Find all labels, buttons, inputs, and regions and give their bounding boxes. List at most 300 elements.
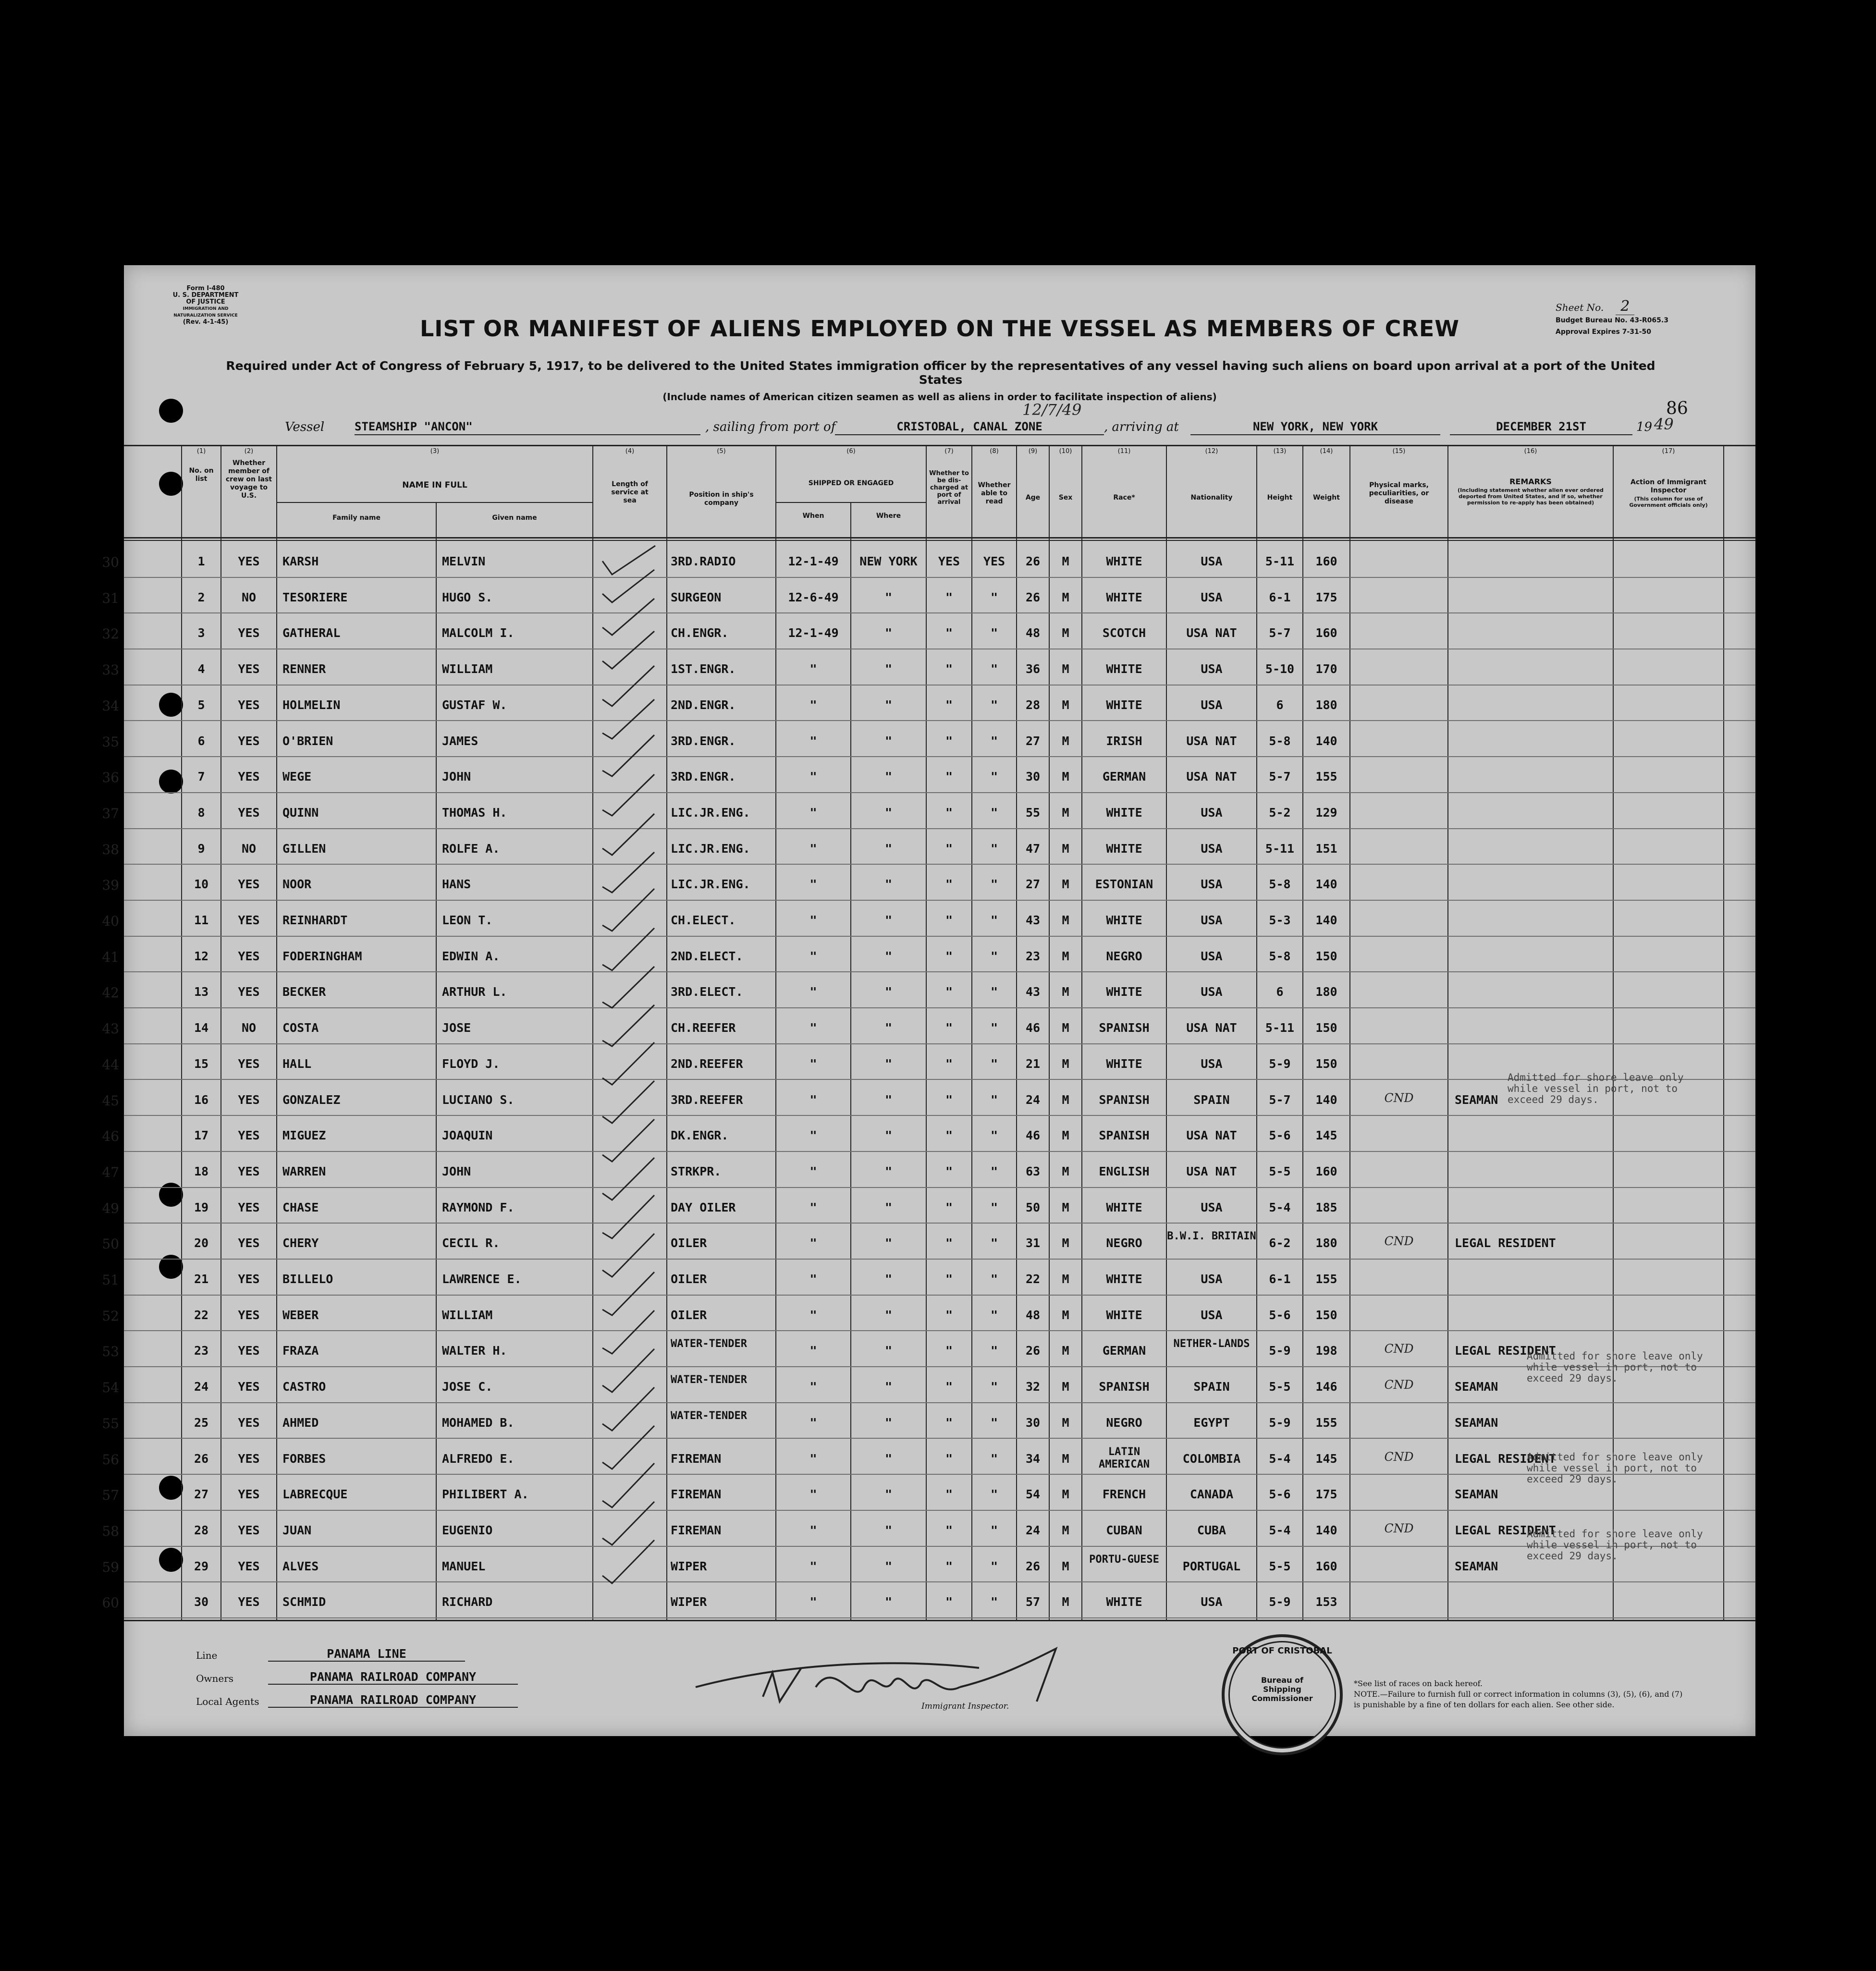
margin-line-number: 57	[102, 1487, 119, 1504]
cell-disch: "	[945, 770, 953, 784]
cell-prev: YES	[238, 1092, 260, 1107]
cell-height: 5-9	[1269, 1056, 1291, 1071]
cell-age: 22	[1025, 1272, 1041, 1286]
port-seal	[1222, 1634, 1343, 1755]
cell-prev: YES	[238, 734, 260, 748]
cell-disch: "	[945, 1308, 953, 1322]
cell-family: CASTRO	[282, 1380, 326, 1394]
cell-nat: USA	[1201, 1308, 1223, 1322]
row-rule	[124, 1007, 1755, 1008]
cell-age: 43	[1025, 985, 1041, 999]
cell-age: 26	[1025, 590, 1041, 604]
cell-race: WHITE	[1106, 1595, 1142, 1609]
margin-line-number: 49	[102, 1200, 119, 1216]
arrival-year: 49	[1654, 415, 1674, 433]
cell-weight: 140	[1315, 1523, 1337, 1537]
cell-family: BECKER	[282, 985, 326, 999]
cell-height: 5-9	[1269, 1344, 1291, 1358]
cell-read: "	[990, 949, 998, 963]
cell-remarks: SEAMAN	[1455, 1380, 1498, 1394]
cell-marks: CND	[1384, 1342, 1414, 1356]
cell-position: STRKPR.	[671, 1164, 722, 1178]
cell-disch: "	[945, 949, 953, 963]
cell-race: SPANISH	[1099, 1021, 1150, 1035]
cell-no: 14	[194, 1021, 209, 1035]
line-label: Line	[196, 1650, 218, 1661]
table-row	[102, 1194, 1755, 1230]
cell-position: LIC.JR.ENG.	[671, 841, 750, 856]
row-rule	[124, 1043, 1755, 1044]
header-age: Age	[1025, 494, 1041, 502]
cell-nat: USA NAT	[1186, 1128, 1237, 1143]
table-row	[102, 619, 1755, 655]
cell-where: "	[884, 1200, 893, 1214]
cell-no: 7	[197, 770, 205, 784]
cell-read: "	[990, 662, 998, 676]
cell-weight: 180	[1315, 1236, 1337, 1250]
cell-no: 5	[197, 698, 205, 712]
cell-nat: CANADA	[1189, 1487, 1234, 1502]
year-prefix: 19	[1636, 420, 1653, 434]
cell-height: 5-9	[1269, 1415, 1291, 1430]
cell-when: "	[809, 985, 817, 999]
margin-line-number: 46	[102, 1128, 119, 1145]
cell-race: ESTONIAN	[1095, 877, 1153, 892]
cell-weight: 198	[1315, 1344, 1337, 1358]
cell-family: MIGUEZ	[282, 1128, 326, 1143]
cell-remarks: LEGAL RESIDENT	[1455, 1344, 1556, 1358]
cell-disch: "	[945, 1559, 953, 1573]
margin-line-number: 32	[102, 626, 119, 642]
col-num-5: (5)	[717, 448, 726, 455]
cell-when: "	[809, 805, 817, 820]
cell-given: THOMAS H.	[442, 805, 507, 820]
cell-sex: M	[1062, 770, 1069, 784]
table-row	[102, 763, 1755, 799]
cell-disch: "	[945, 1056, 953, 1071]
row-rule	[124, 1223, 1755, 1224]
cell-family: FODERINGHAM	[282, 949, 362, 963]
cell-no: 15	[194, 1056, 209, 1071]
row-rule	[124, 1151, 1755, 1152]
col-num-13: (13)	[1273, 448, 1287, 455]
cell-position: FIREMAN	[671, 1451, 722, 1466]
cell-prev: NO	[241, 1021, 257, 1035]
stamp-line: Admitted for shore leave only	[1527, 1451, 1703, 1463]
header-length-of-service: Length of service at sea	[611, 480, 649, 504]
margin-line-number: 47	[102, 1164, 119, 1180]
cell-read: "	[990, 590, 998, 604]
agents-label: Local Agents	[196, 1696, 259, 1707]
cell-sex: M	[1062, 1056, 1069, 1071]
cell-sex: M	[1062, 1021, 1069, 1035]
cell-height: 6	[1276, 698, 1284, 712]
col-num-9: (9)	[1028, 448, 1038, 455]
cell-weight: 151	[1315, 841, 1337, 856]
cell-weight: 170	[1315, 662, 1337, 676]
inspector-label: Immigrant Inspector.	[921, 1702, 1009, 1711]
form-service: IMMIGRATION AND NATURALIZATION SERVICE	[173, 306, 238, 318]
cell-read: "	[990, 734, 998, 748]
margin-line-number: 37	[102, 805, 119, 821]
cell-where: NEW YORK	[859, 554, 918, 568]
cell-age: 27	[1025, 734, 1041, 748]
cell-weight: 150	[1315, 949, 1337, 963]
cell-weight: 140	[1315, 734, 1337, 748]
cell-sex: M	[1062, 805, 1069, 820]
cell-weight: 145	[1315, 1451, 1337, 1466]
form-revision: (Rev. 4-1-45)	[183, 318, 229, 326]
cell-height: 5-3	[1269, 913, 1291, 927]
shore-leave-stamp	[1527, 1351, 1703, 1384]
cell-remarks: SEAMAN	[1455, 1092, 1498, 1107]
cell-read: "	[990, 1380, 998, 1394]
cell-position: 2ND.REEFER	[671, 1056, 743, 1071]
cell-when: "	[809, 877, 817, 892]
cell-sex: M	[1062, 1559, 1069, 1573]
margin-line-number: 34	[102, 698, 119, 714]
cell-disch: "	[945, 1021, 953, 1035]
col-num-2: (2)	[244, 448, 254, 455]
margin-line-number: 50	[102, 1236, 119, 1252]
cell-where: "	[884, 662, 893, 676]
cell-read: "	[990, 1092, 998, 1107]
cell-given: JOSE	[442, 1021, 471, 1035]
cell-disch: "	[945, 805, 953, 820]
cell-weight: 150	[1315, 1021, 1337, 1035]
approval-expires: Approval Expires 7-31-50	[1556, 328, 1651, 336]
cell-race: WHITE	[1106, 1308, 1142, 1322]
cell-height: 6-1	[1269, 1272, 1291, 1286]
cell-disch: YES	[938, 554, 960, 568]
margin-line-number: 53	[102, 1344, 119, 1360]
cell-position: CH.ELECT.	[671, 913, 736, 927]
cell-where: "	[884, 1308, 893, 1322]
document-title: LIST OR MANIFEST OF ALIENS EMPLOYED ON THE VESSEL AS MEMBERS OF CREW	[419, 316, 1459, 342]
cell-given: ALFREDO E.	[442, 1451, 515, 1466]
table-row	[102, 1550, 1755, 1589]
cell-disch: "	[945, 841, 953, 856]
cell-disch: "	[945, 1092, 953, 1107]
shore-leave-stamp	[1527, 1452, 1703, 1485]
row-rule	[124, 1438, 1755, 1439]
cell-height: 5-7	[1269, 626, 1291, 640]
cell-when: "	[809, 1451, 817, 1466]
cell-nat: B.W.I. BRITAIN	[1167, 1230, 1256, 1243]
cell-nat: SPAIN	[1193, 1380, 1230, 1394]
cell-prev: YES	[238, 985, 260, 999]
cell-nat: PORTUGAL	[1182, 1559, 1241, 1573]
cell-read: "	[990, 1236, 998, 1250]
table-row	[102, 1122, 1755, 1158]
cell-weight: 185	[1315, 1200, 1337, 1214]
cell-where: "	[884, 1380, 893, 1394]
cell-weight: 155	[1315, 770, 1337, 784]
table-row	[102, 799, 1755, 835]
cell-height: 5-6	[1269, 1128, 1291, 1143]
cell-prev: YES	[238, 1164, 260, 1178]
cell-height: 5-5	[1269, 1164, 1291, 1178]
cell-disch: "	[945, 913, 953, 927]
cell-weight: 140	[1315, 913, 1337, 927]
cell-family: REINHARDT	[282, 913, 348, 927]
stamp-line: exceed 29 days.	[1508, 1094, 1599, 1105]
cell-age: 43	[1025, 913, 1041, 927]
cell-height: 6-2	[1269, 1236, 1291, 1250]
header-given-name: Given name	[492, 514, 537, 522]
row-rule	[124, 864, 1755, 865]
cell-read: "	[990, 1523, 998, 1537]
cell-when: "	[809, 1595, 817, 1609]
cell-no: 6	[197, 734, 205, 748]
cell-age: 34	[1025, 1451, 1041, 1466]
cell-where: "	[884, 913, 893, 927]
table-row	[102, 655, 1755, 691]
cell-family: HALL	[282, 1056, 312, 1071]
cell-age: 27	[1025, 877, 1041, 892]
cell-when: "	[809, 1559, 817, 1573]
cell-age: 26	[1025, 1344, 1041, 1358]
col-num-6: (6)	[846, 448, 856, 455]
cell-position: 3RD.ELECT.	[671, 985, 743, 999]
cell-age: 24	[1025, 1092, 1041, 1107]
owners-value: PANAMA RAILROAD COMPANY	[268, 1670, 518, 1685]
row-rule	[124, 971, 1755, 972]
cell-where: "	[884, 877, 893, 892]
cell-prev: YES	[238, 877, 260, 892]
cell-prev: YES	[238, 1523, 260, 1537]
margin-line-number: 41	[102, 949, 119, 965]
cell-no: 23	[194, 1344, 209, 1358]
row-rule	[124, 1581, 1755, 1582]
header-remarks-sub: (Including statement whether alien ever ordered deported from United States, and if so, whether permission to re-apply has been obtained)	[1458, 487, 1604, 506]
cell-weight: 140	[1315, 1092, 1337, 1107]
header-inspector-action: Action of Immigrant Inspector	[1631, 478, 1706, 494]
table-row	[102, 835, 1755, 871]
cell-position: WIPER	[671, 1595, 707, 1609]
cell-when: 12-1-49	[788, 554, 839, 568]
stamp-line: Admitted for shore leave only	[1508, 1072, 1684, 1083]
cell-age: 23	[1025, 949, 1041, 963]
cell-height: 6	[1276, 985, 1284, 999]
cell-weight: 153	[1315, 1595, 1337, 1609]
cell-marks: CND	[1384, 1521, 1414, 1535]
cell-remarks: SEAMAN	[1455, 1487, 1498, 1502]
table-row	[102, 1265, 1755, 1301]
cell-family: BILLELO	[282, 1272, 333, 1286]
handwritten-date: 12/7/49	[1022, 401, 1082, 419]
cell-given: HUGO S.	[442, 590, 493, 604]
table-row	[102, 1337, 1755, 1373]
margin-line-number: 33	[102, 662, 119, 678]
cell-given: MELVIN	[442, 554, 486, 568]
cell-sex: M	[1062, 1523, 1069, 1537]
margin-line-number: 39	[102, 877, 119, 894]
form-dept: U. S. DEPARTMENT OF JUSTICE	[172, 292, 239, 306]
cell-disch: "	[945, 1272, 953, 1286]
col-num-15: (15)	[1392, 448, 1406, 455]
cell-weight: 150	[1315, 1056, 1337, 1071]
cell-family: WEBER	[282, 1308, 319, 1322]
cell-position: WATER-TENDER	[671, 1374, 747, 1386]
cell-sex: M	[1062, 1344, 1069, 1358]
cell-no: 29	[194, 1559, 209, 1573]
sheet-label: Sheet No.	[1556, 302, 1604, 313]
table-row	[102, 1301, 1755, 1337]
margin-line-number: 58	[102, 1523, 119, 1539]
cell-weight: 129	[1315, 805, 1337, 820]
cell-prev: YES	[238, 662, 260, 676]
cell-age: 55	[1025, 805, 1041, 820]
header-physical-marks: Physical marks, peculiarities, or disease	[1369, 481, 1429, 505]
cell-read: "	[990, 1595, 998, 1609]
row-rule	[124, 756, 1755, 757]
cell-family: COSTA	[282, 1021, 319, 1035]
sheet-number: 2	[1616, 298, 1634, 315]
cell-family: LABRECQUE	[282, 1487, 348, 1502]
cell-sex: M	[1062, 1200, 1069, 1214]
cell-when: "	[809, 1344, 817, 1358]
cell-age: 63	[1025, 1164, 1041, 1178]
cell-race: WHITE	[1106, 985, 1142, 999]
header-when: When	[802, 512, 824, 520]
cell-disch: "	[945, 1128, 953, 1143]
cell-nat: USA	[1201, 949, 1223, 963]
cell-position: 3RD.REEFER	[671, 1092, 743, 1107]
cell-race: GERMAN	[1102, 1344, 1146, 1358]
cell-read: "	[990, 626, 998, 640]
cell-race: WHITE	[1106, 1056, 1142, 1071]
cell-weight: 155	[1315, 1272, 1337, 1286]
cell-prev: YES	[238, 1128, 260, 1143]
cell-nat: USA	[1201, 1056, 1223, 1071]
cell-nat: USA	[1201, 554, 1223, 568]
cell-weight: 160	[1315, 554, 1337, 568]
col-num-3: (3)	[430, 448, 440, 455]
cell-when: "	[809, 1415, 817, 1430]
cell-position: WATER-TENDER	[671, 1409, 747, 1422]
cell-given: HANS	[442, 877, 471, 892]
cell-where: "	[884, 626, 893, 640]
stamp-line: while vessel in port, not to	[1527, 1462, 1697, 1474]
cell-age: 46	[1025, 1021, 1041, 1035]
cell-nat: USA NAT	[1186, 1021, 1237, 1035]
table-row	[102, 1229, 1755, 1265]
cell-age: 24	[1025, 1523, 1041, 1537]
cell-prev: YES	[238, 770, 260, 784]
cell-when: "	[809, 734, 817, 748]
cell-prev: YES	[238, 554, 260, 568]
col-num-8: (8)	[990, 448, 999, 455]
cell-where: "	[884, 1487, 893, 1502]
table-row	[102, 870, 1755, 906]
margin-line-number: 56	[102, 1451, 119, 1468]
cell-prev: YES	[238, 1415, 260, 1430]
header-inspector-sub: (This column for use of Government officials only)	[1629, 496, 1708, 508]
header-family-name: Family name	[332, 514, 380, 522]
cell-when: "	[809, 662, 817, 676]
cell-family: O'BRIEN	[282, 734, 333, 748]
cell-race: ENGLISH	[1099, 1164, 1150, 1178]
cell-prev: YES	[238, 1344, 260, 1358]
cell-prev: YES	[238, 949, 260, 963]
cell-no: 1	[197, 554, 205, 568]
cell-no: 3	[197, 626, 205, 640]
cell-nat: USA	[1201, 698, 1223, 712]
cell-read: "	[990, 1128, 998, 1143]
cell-remarks: SEAMAN	[1455, 1559, 1498, 1573]
cell-height: 5-5	[1269, 1559, 1291, 1573]
cell-prev: YES	[238, 913, 260, 927]
cell-where: "	[884, 1451, 893, 1466]
row-rule	[124, 1617, 1755, 1618]
cell-family: AHMED	[282, 1415, 319, 1430]
cell-age: 48	[1025, 626, 1041, 640]
cell-nat: USA NAT	[1186, 734, 1237, 748]
col-num-4: (4)	[625, 448, 635, 455]
cell-height: 5-6	[1269, 1487, 1291, 1502]
inspector-signature	[691, 1629, 1123, 1726]
cell-no: 22	[194, 1308, 209, 1322]
cell-prev: YES	[238, 1308, 260, 1322]
cell-read: "	[990, 1200, 998, 1214]
cell-read: "	[990, 1272, 998, 1286]
cell-position: FIREMAN	[671, 1523, 722, 1537]
cell-age: 28	[1025, 698, 1041, 712]
table-row	[102, 1481, 1755, 1517]
cell-sex: M	[1062, 1128, 1069, 1143]
cell-age: 30	[1025, 1415, 1041, 1430]
cell-when: "	[809, 698, 817, 712]
cell-no: 18	[194, 1164, 209, 1178]
header-nationality: Nationality	[1190, 494, 1233, 502]
header-shipped-engaged: SHIPPED OR ENGAGED	[808, 479, 894, 487]
cell-where: "	[884, 1272, 893, 1286]
row-rule	[124, 1510, 1755, 1511]
row-rule	[124, 1330, 1755, 1331]
cell-sex: M	[1062, 626, 1069, 640]
cell-no: 4	[197, 662, 205, 676]
vessel-label: Vessel	[285, 420, 325, 434]
cell-where: "	[884, 841, 893, 856]
cell-given: MOHAMED B.	[442, 1415, 515, 1430]
row-rule	[124, 685, 1755, 686]
header-weight: Weight	[1313, 494, 1340, 502]
cell-race: WHITE	[1106, 590, 1142, 604]
margin-line-number: 31	[102, 590, 119, 606]
cell-height: 5-6	[1269, 1308, 1291, 1322]
row-rule	[124, 1259, 1755, 1260]
cell-where: "	[884, 1523, 893, 1537]
margin-line-number: 59	[102, 1559, 119, 1575]
cell-age: 31	[1025, 1236, 1041, 1250]
cell-when: "	[809, 913, 817, 927]
header-discharged: Whether to be dis-charged at port of arrival	[929, 470, 969, 506]
stamp-line: while vessel in port, not to	[1527, 1361, 1697, 1373]
cell-read: YES	[983, 554, 1005, 568]
margin-line-number: 36	[102, 770, 119, 786]
cell-position: CH.ENGR.	[671, 626, 729, 640]
cell-where: "	[884, 1344, 893, 1358]
cell-no: 8	[197, 805, 205, 820]
cell-prev: NO	[241, 590, 257, 604]
cell-when: "	[809, 1380, 817, 1394]
cell-no: 24	[194, 1380, 209, 1394]
cell-position: 3RD.RADIO	[671, 554, 736, 568]
port-to: NEW YORK, NEW YORK	[1190, 420, 1440, 435]
table-row	[102, 906, 1755, 943]
cell-nat: USA NAT	[1186, 770, 1237, 784]
